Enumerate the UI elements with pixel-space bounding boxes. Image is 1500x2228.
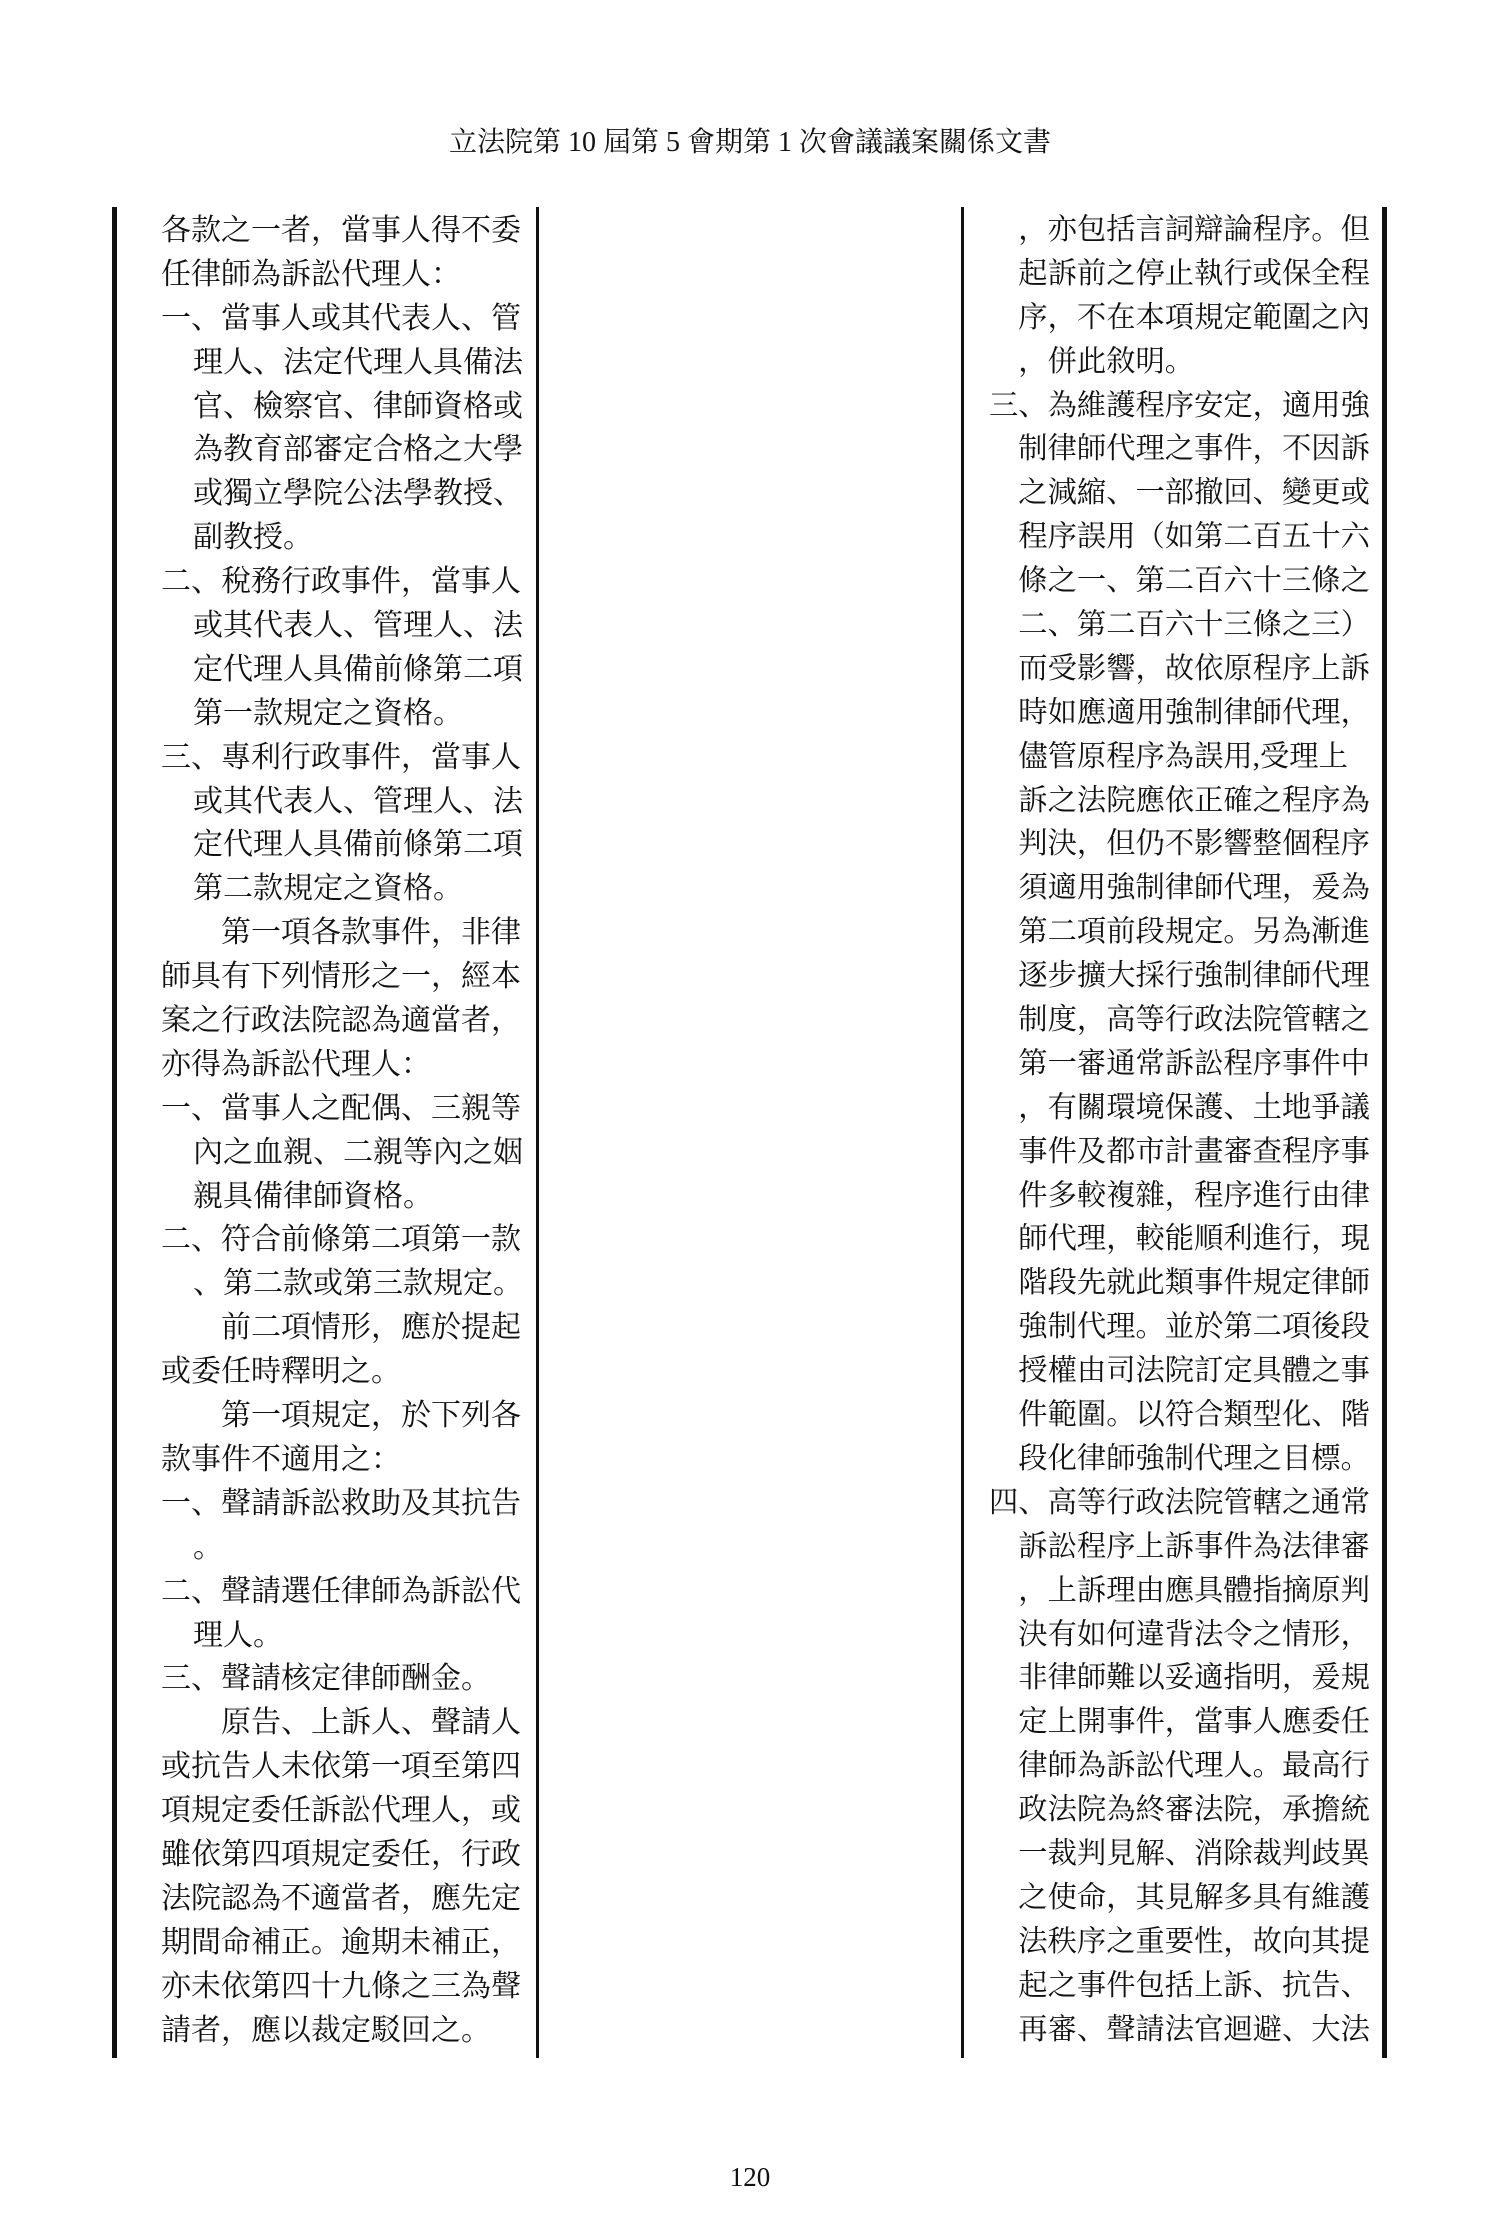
text-line: 定代理人具備前條第二項: [193, 652, 523, 686]
text-line: 時如應適用強制律師代理，: [1018, 696, 1370, 729]
text-line: 第一款規定之資格。: [193, 696, 463, 730]
text-line: 一、當事人或其代表人、管: [161, 301, 521, 335]
text-line: 款事件不適用之：: [161, 1442, 401, 1476]
text-line: 逐步擴大採行強制律師代理: [1018, 960, 1370, 993]
text-line: 政法院為終審法院，承擔統: [1018, 1794, 1370, 1827]
text-line: 之使命，其見解多具有維護: [1018, 1881, 1370, 1914]
text-line: 第一審通常訴訟程序事件中: [1018, 1047, 1370, 1080]
text-line: 法院認為不適當者，應先定: [161, 1881, 521, 1915]
text-line: 三、專利行政事件，當事人: [161, 740, 521, 774]
text-line: 序，不在本項規定範圍之內: [1018, 301, 1370, 334]
text-line: 二、第二百六十三條之三）: [1018, 609, 1370, 642]
text-line: 各款之一者，當事人得不委: [161, 214, 521, 247]
text-line: 第二款規定之資格。: [193, 872, 463, 906]
text-line: 制律師代理之事件，不因訴: [1018, 433, 1370, 466]
text-line: 或獨立學院公法學教授、: [193, 477, 523, 511]
column-divider-2: [961, 207, 964, 2058]
text-line: 請者，應以裁定駁回之。: [161, 2013, 491, 2047]
text-line: 師具有下列情形之一，經本: [161, 960, 521, 994]
text-line: 二、稅務行政事件，當事人: [161, 565, 521, 599]
text-line: 件多較複雜，程序進行由律: [1018, 1179, 1370, 1212]
text-line: 第一項各款事件，非律: [221, 916, 521, 950]
text-line: 而受影響，故依原程序上訴: [1018, 652, 1370, 685]
text-line: 判決，但仍不影響整個程序: [1018, 828, 1370, 861]
text-line: 三、聲請核定律師酬金。: [161, 1662, 491, 1696]
text-line: 亦未依第四十九條之三為聲: [161, 1969, 521, 2003]
text-line: 或抗告人未依第一項至第四: [161, 1750, 521, 1784]
text-line: 或其代表人、管理人、法: [193, 784, 523, 818]
text-line: 件範圍。以符合類型化、階: [1018, 1399, 1370, 1432]
text-line: 階段先就此類事件規定律師: [1018, 1267, 1370, 1300]
text-line: 起之事件包括上訴、抗告、: [1018, 1969, 1370, 2002]
table-left-border: [112, 207, 117, 2058]
text-line: 一、聲請訴訟救助及其抗告: [161, 1486, 521, 1520]
text-line: 為教育部審定合格之大學: [193, 433, 523, 467]
text-line: 決有如何違背法令之情形，: [1018, 1618, 1370, 1651]
text-line: 、第二款或第三款規定。: [193, 1267, 523, 1301]
text-line: ，亦包括言詞辯論程序。但: [1018, 214, 1370, 246]
text-line: 法秩序之重要性，故向其提: [1018, 1925, 1370, 1958]
text-line: 案之行政法院認為適當者，: [161, 1004, 521, 1038]
text-line: 第二項前段規定。另為漸進: [1018, 916, 1370, 949]
text-line: 亦得為訴訟代理人：: [161, 1047, 431, 1081]
text-line: 起訴前之停止執行或保全程: [1018, 257, 1370, 290]
text-line: 前二項情形，應於提起: [221, 1311, 521, 1345]
text-line: ，有關環境保護、土地爭議: [1018, 1091, 1370, 1124]
page-number: 120: [729, 2162, 771, 2192]
text-line: 師代理，較能順利進行，現: [1018, 1223, 1370, 1256]
text-line: 條之一、第二百六十三條之: [1018, 565, 1370, 598]
text-line: ，上訴理由應具體指摘原判: [1018, 1574, 1370, 1607]
text-line: 四、高等行政法院管轄之通常: [989, 1486, 1370, 1519]
text-line: 一裁判見解、消除裁判歧異: [1018, 1837, 1370, 1870]
text-line: 程序誤用（如第二百五十六: [1018, 521, 1370, 554]
explanation-column: [989, 209, 1377, 2052]
text-line: 。: [193, 1530, 223, 1564]
text-line: 期間命補正。逾期未補正，: [161, 1925, 521, 1959]
text-line: 或其代表人、管理人、法: [193, 609, 523, 643]
text-line: 或委任時釋明之。: [161, 1355, 401, 1389]
text-line: 三、為維護程序安定，適用強: [989, 389, 1370, 422]
text-line: 項規定委任訴訟代理人，或: [161, 1794, 521, 1828]
text-line: 二、聲請選任律師為訴訟代: [161, 1574, 521, 1608]
text-line: 第一項規定，於下列各: [221, 1399, 521, 1433]
text-line: 二、符合前條第二項第一款: [161, 1223, 521, 1257]
page-header-title: 立法院第 10 屆第 5 會期第 1 次會議議案關係文書: [448, 127, 1051, 158]
text-line: 定上開事件，當事人應委任: [1018, 1706, 1370, 1739]
text-line: 非律師難以妥適指明，爰規: [1018, 1662, 1370, 1695]
proposed-article-column: [161, 209, 531, 2052]
text-line: 事件及都市計畫審查程序事: [1018, 1135, 1370, 1168]
text-line: 訴訟程序上訴事件為法律審: [1018, 1530, 1370, 1563]
text-line: 雖依第四項規定委任，行政: [161, 1837, 521, 1871]
text-line: 授權由司法院訂定具體之事: [1018, 1355, 1370, 1388]
text-line: 須適用強制律師代理，爰為: [1018, 872, 1370, 905]
text-line: 親具備律師資格。: [193, 1179, 433, 1213]
text-line: 原告、上訴人、聲請人: [221, 1706, 521, 1740]
column-divider-1: [536, 207, 539, 2058]
text-line: 定代理人具備前條第二項: [193, 828, 523, 862]
text-line: 之減縮、一部撤回、變更或: [1018, 477, 1370, 510]
text-line: 理人、法定代理人具備法: [193, 345, 523, 379]
text-line: 內之血親、二親等內之姻: [193, 1135, 523, 1169]
text-line: 再審、聲請法官迴避、大法: [1018, 2013, 1370, 2046]
table-right-border: [1382, 207, 1387, 2058]
text-line: 任律師為訴訟代理人：: [161, 257, 461, 291]
text-line: 一、當事人之配偶、三親等: [161, 1091, 521, 1125]
text-line: 儘管原程序為誤用,受理上: [1018, 740, 1348, 773]
text-line: 律師為訴訟代理人。最高行: [1018, 1750, 1370, 1783]
text-line: 訴之法院應依正確之程序為: [1018, 784, 1370, 817]
text-line: ，併此敘明。: [1018, 345, 1195, 378]
text-line: 段化律師強制代理之目標。: [1018, 1442, 1370, 1475]
text-line: 強制代理。並於第二項後段: [1018, 1311, 1370, 1344]
text-line: 官、檢察官、律師資格或: [193, 389, 523, 423]
text-line: 副教授。: [193, 521, 313, 555]
text-line: 理人。: [193, 1618, 283, 1652]
text-line: 制度，高等行政法院管轄之: [1018, 1004, 1370, 1037]
